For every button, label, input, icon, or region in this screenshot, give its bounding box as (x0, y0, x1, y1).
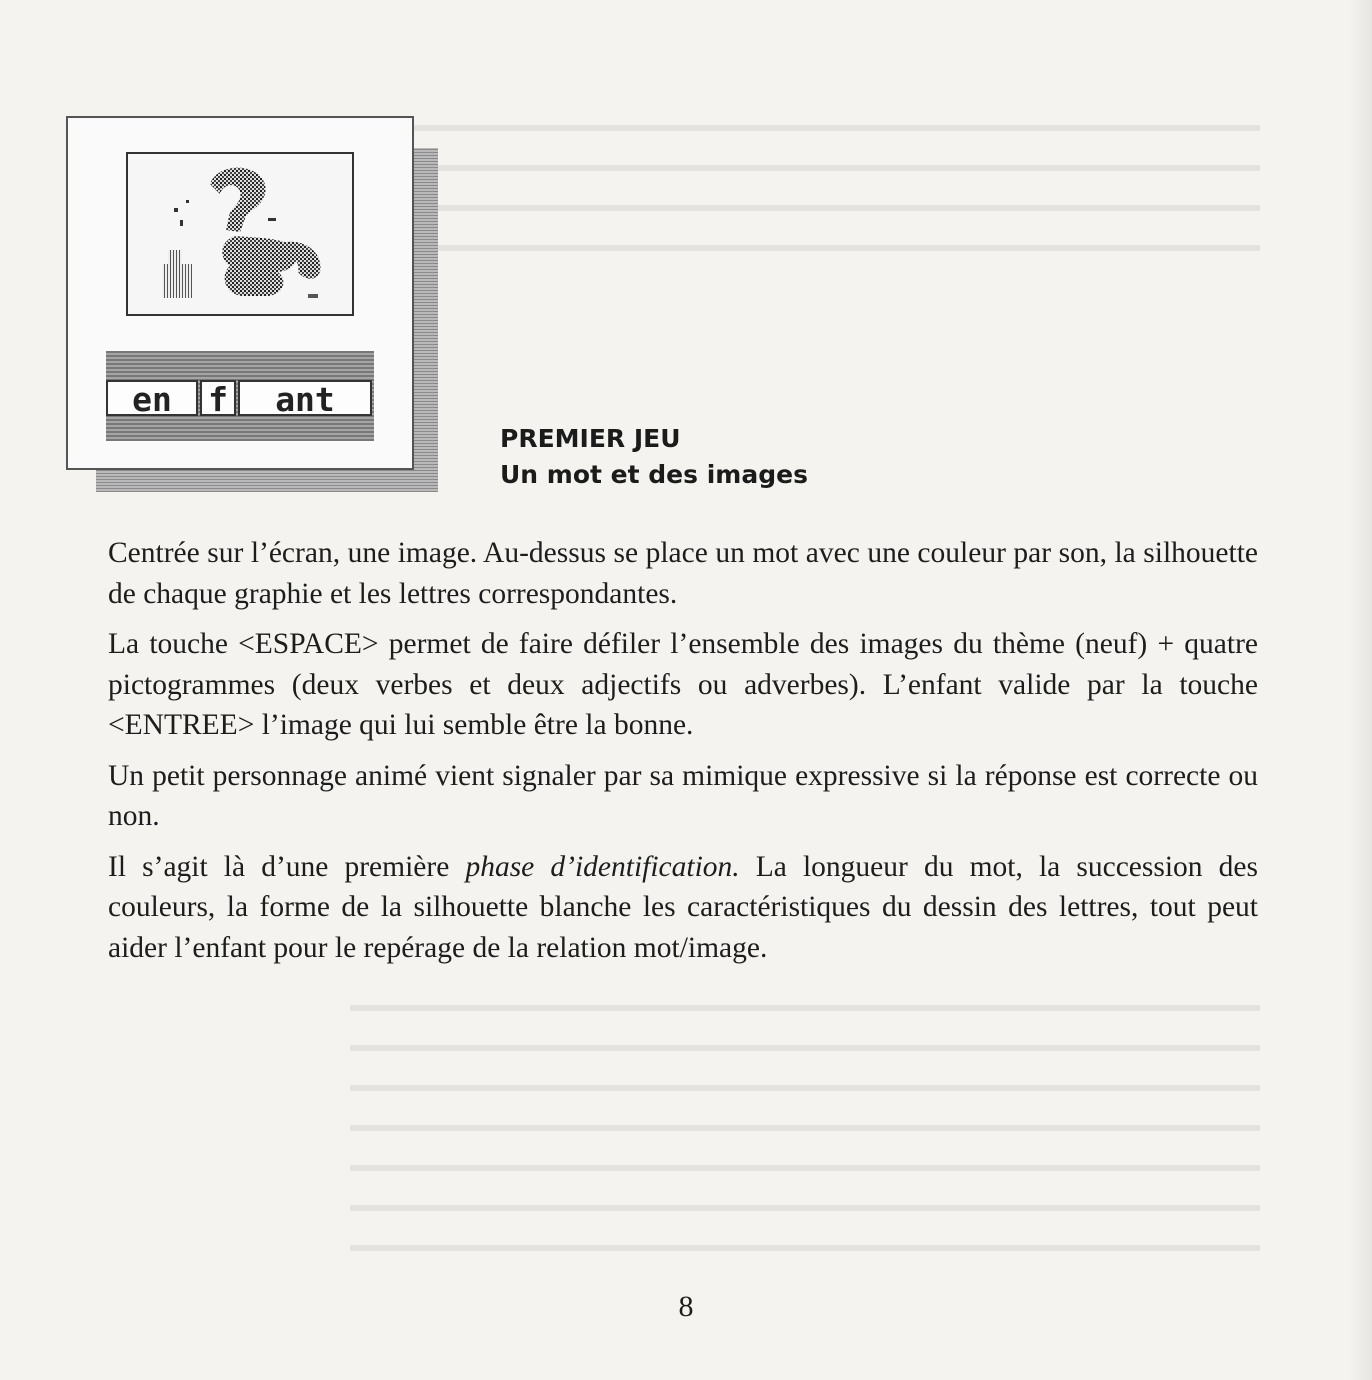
page-number: 8 (678, 1290, 694, 1323)
section-heading (500, 421, 808, 493)
paragraph-3: Un petit personnage animé vient signaler par sa mimique expressive si la réponse est correcte ou non. (108, 759, 1258, 832)
letters-en: en (106, 380, 198, 416)
paragraph-2: La touche <ESPACE> permet de faire défiler l’ensemble des images du thème (neuf) + quatre pictogrammes (deux verbes et deux adjectifs ou adverbes). L’enfant valide par la touche <ENTREE> l’image qui lui semble être la bonne. (108, 628, 1258, 741)
section-title: PREMIER JEU (500, 424, 681, 453)
show-through-block-bottom (350, 1005, 1260, 1265)
word-strip (106, 380, 374, 419)
letters-ant: ant (238, 380, 372, 416)
paragraph-1: Centrée sur l’écran, une image. Au-dessus se place un mot avec une couleur par son, la silhouette de chaque graphie et les lettres correspondantes. (108, 537, 1258, 610)
section-subtitle: Un mot et des images (500, 460, 808, 489)
game-screenshot (66, 116, 414, 470)
paragraph-4-end: La longueur du mot, la succession des couleurs, la forme de la silhouette blanche les caractéristiques du dessin des lettres, tout peut aider l’enfant pour le repérage de la relation mot/image. (108, 850, 1258, 964)
letters-f: f (200, 380, 236, 416)
body-text (108, 533, 1258, 978)
paragraph-4 (108, 847, 1258, 969)
paragraph-4-start: Il s’agit là d’une première (108, 850, 466, 883)
child-picture-icon (128, 154, 348, 310)
paragraph-4-emphasis: phase d’identification. (465, 850, 740, 883)
page-edge-shadow (1350, 0, 1372, 1380)
picture-frame (126, 152, 354, 316)
